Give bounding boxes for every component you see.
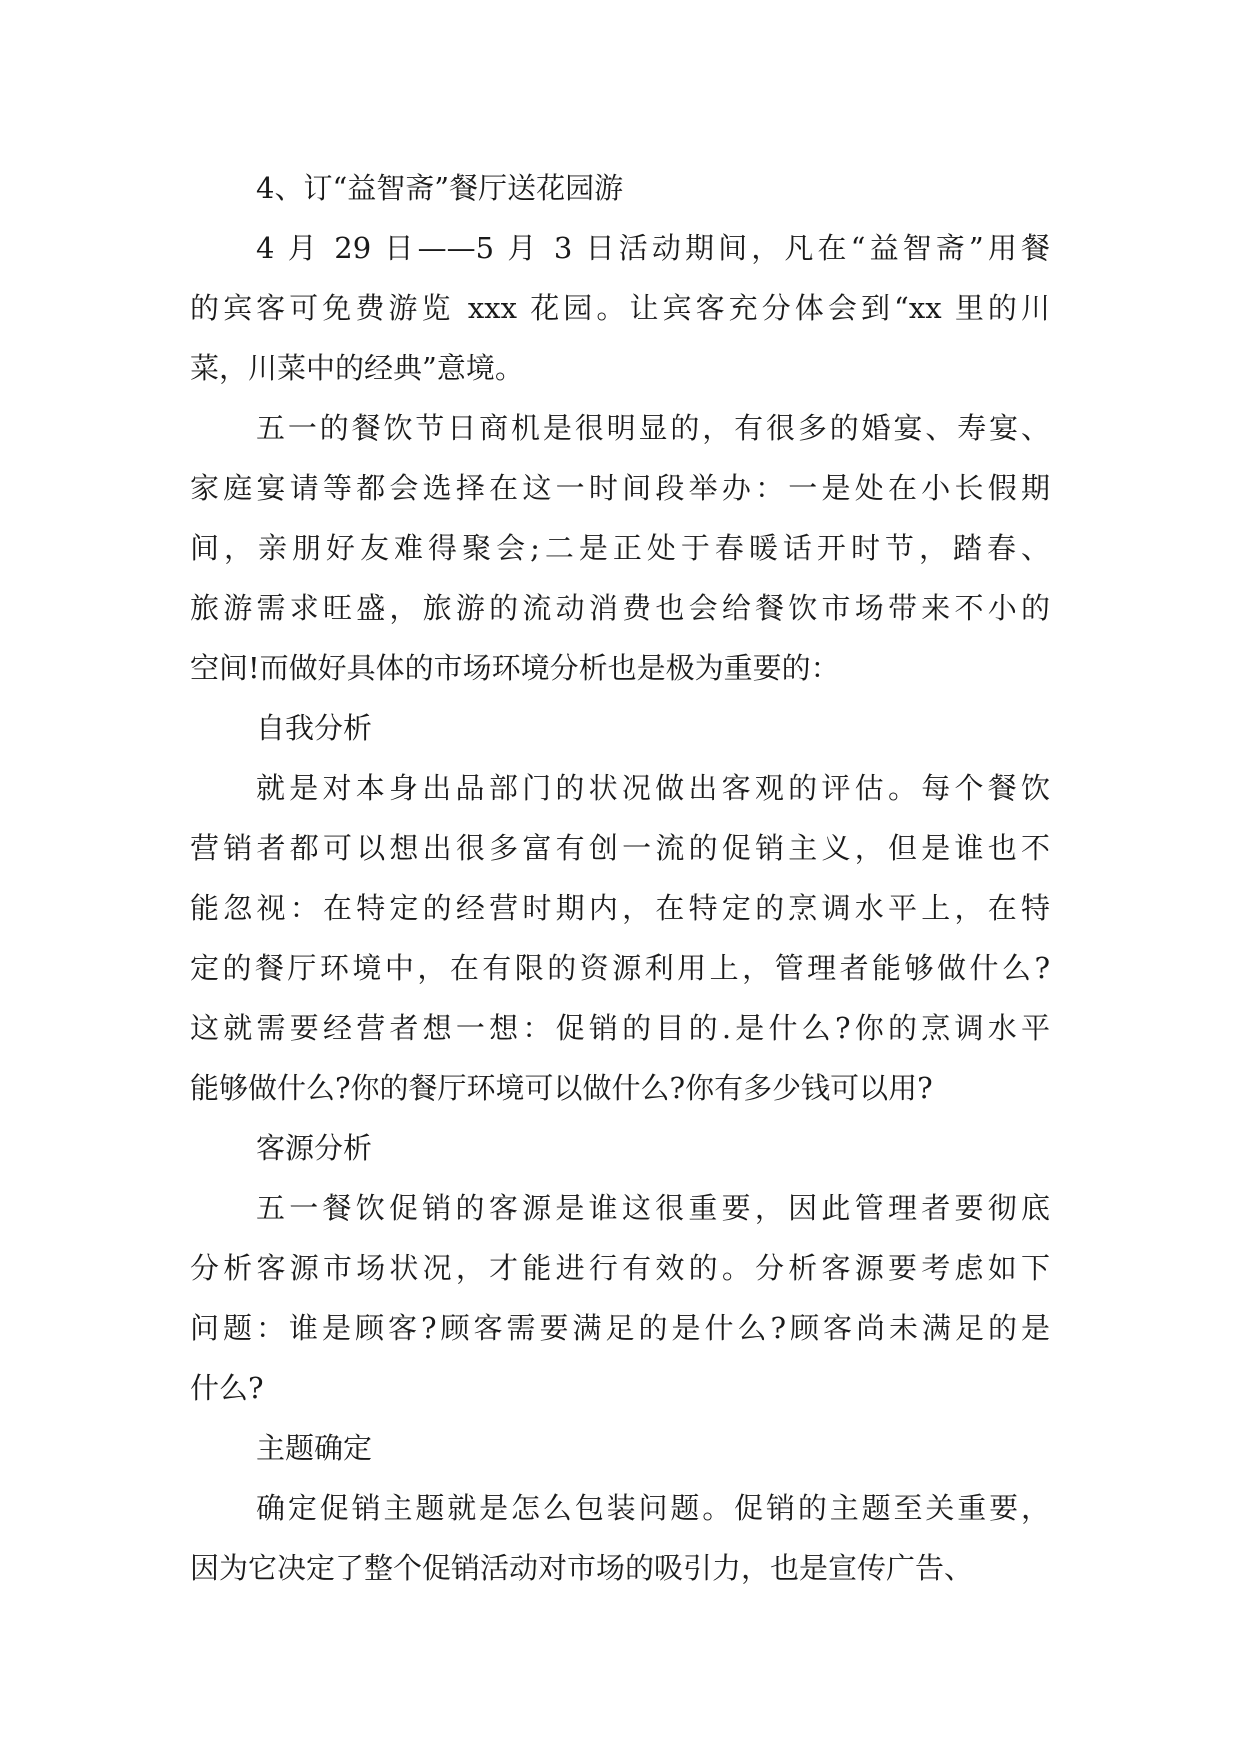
paragraph-line: 能忽视：在特定的经营时期内，在特定的烹调水平上，在特 (190, 891, 1050, 925)
paragraph-line: 家庭宴请等都会选择在这一时间段举办：一是处在小长假期 (190, 471, 1050, 505)
paragraph-line: 分析客源市场状况，才能进行有效的。分析客源要考虑如下 (190, 1251, 1050, 1285)
paragraph (190, 1178, 1050, 1418)
heading-text: 自我分析 (256, 711, 373, 745)
paragraph-line: 空间!而做好具体的市场环境分析也是极为重要的： (190, 651, 840, 685)
paragraph-line: 这就需要经营者想一想：促销的目的.是什么?你的烹调水平 (190, 1011, 1050, 1045)
paragraph-line: 什么? (190, 1371, 264, 1405)
paragraph-line: 问题：谁是顾客?顾客需要满足的是什么?顾客尚未满足的是 (190, 1311, 1050, 1345)
section-heading (190, 698, 1050, 758)
paragraph-line: 因为它决定了整个促销活动对市场的吸引力，也是宣传广告、 (190, 1551, 974, 1585)
paragraph (190, 1478, 1050, 1598)
section-heading (190, 1118, 1050, 1178)
paragraph-line: 确定促销主题就是怎么包装问题。促销的主题至关重要， (256, 1491, 1050, 1525)
heading-text: 客源分析 (256, 1131, 373, 1165)
paragraph-line: 间，亲朋好友难得聚会;二是正处于春暖话开时节，踏春、 (190, 531, 1050, 565)
section-heading (190, 158, 1050, 218)
paragraph-line: 旅游需求旺盛，旅游的流动消费也会给餐饮市场带来不小的 (190, 591, 1050, 625)
paragraph-line: 五一餐饮促销的客源是谁这很重要，因此管理者要彻底 (256, 1191, 1050, 1225)
paragraph (190, 758, 1050, 1118)
paragraph-line: 菜，川菜中的经典”意境。 (190, 351, 524, 385)
paragraph-line: 定的餐厅环境中，在有限的资源利用上，管理者能够做什么? (190, 951, 1050, 985)
paragraph-line: 4 月 29 日——5 月 3 日活动期间，凡在“益智斋”用餐 (256, 231, 1050, 265)
paragraph-line: 的宾客可免费游览 xxx 花园。让宾客充分体会到“xx 里的川 (190, 291, 1050, 325)
document-body (190, 158, 1050, 1598)
paragraph-line: 能够做什么?你的餐厅环境可以做什么?你有多少钱可以用? (190, 1071, 933, 1105)
heading-text: 4、订“益智斋”餐厅送花园游 (256, 171, 624, 205)
paragraph (190, 398, 1050, 698)
section-heading (190, 1418, 1050, 1478)
paragraph-line: 五一的餐饮节日商机是很明显的，有很多的婚宴、寿宴、 (256, 411, 1050, 445)
heading-text: 主题确定 (256, 1431, 373, 1465)
paragraph (190, 218, 1050, 398)
paragraph-line: 营销者都可以想出很多富有创一流的促销主义，但是谁也不 (190, 831, 1050, 865)
paragraph-line: 就是对本身出品部门的状况做出客观的评估。每个餐饮 (256, 771, 1050, 805)
